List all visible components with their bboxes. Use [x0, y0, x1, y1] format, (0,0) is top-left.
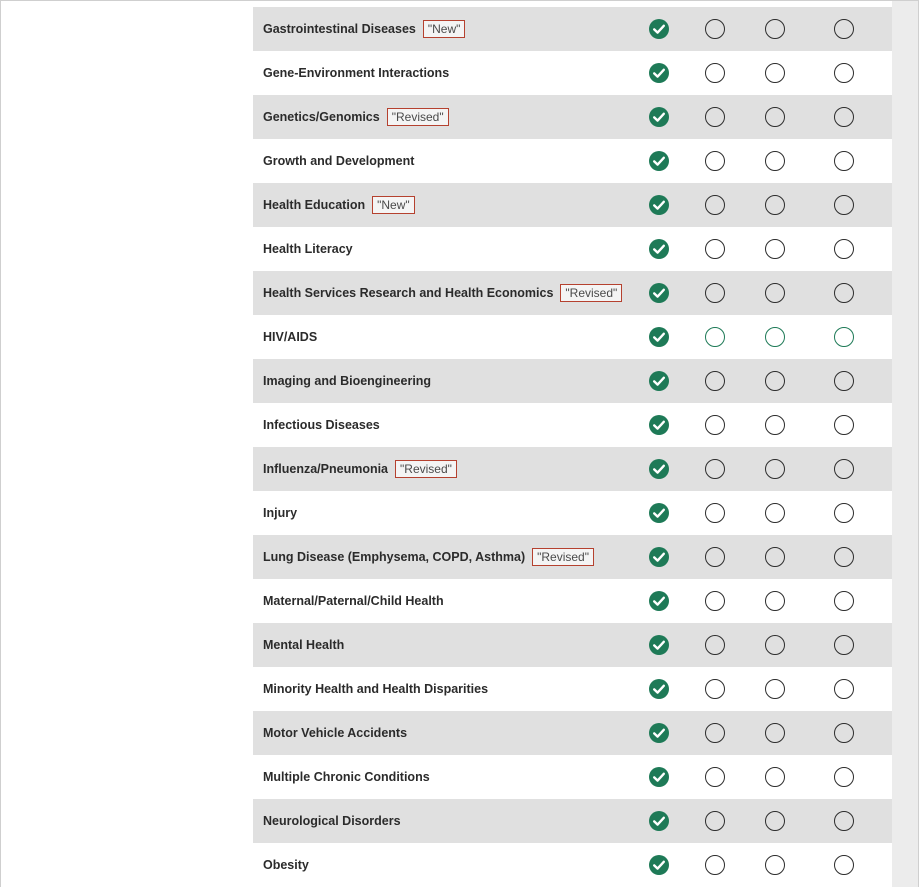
status-badge: "Revised" [395, 460, 457, 478]
radio-empty-icon[interactable] [765, 327, 785, 347]
table-row [253, 403, 892, 447]
radio-empty-icon[interactable] [765, 415, 785, 435]
radio-empty-icon[interactable] [705, 19, 725, 39]
check-circle-icon[interactable] [649, 327, 669, 347]
topic-label [263, 7, 465, 51]
status-badge: "Revised" [387, 108, 449, 126]
table-row [253, 843, 892, 887]
radio-empty-icon[interactable] [705, 371, 725, 391]
check-circle-icon[interactable] [649, 635, 669, 655]
radio-empty-icon[interactable] [765, 591, 785, 611]
topic-name: Multiple Chronic Conditions [263, 770, 430, 784]
topic-label [263, 799, 401, 843]
radio-empty-icon[interactable] [705, 811, 725, 831]
radio-empty-icon[interactable] [834, 19, 854, 39]
radio-empty-icon[interactable] [705, 415, 725, 435]
table-row [253, 51, 892, 95]
radio-empty-icon[interactable] [765, 811, 785, 831]
radio-empty-icon[interactable] [834, 371, 854, 391]
topic-name: Obesity [263, 858, 309, 872]
radio-empty-icon[interactable] [834, 723, 854, 743]
topic-options-table [253, 7, 892, 887]
topic-name: Health Services Research and Health Economics [263, 286, 554, 300]
radio-empty-icon[interactable] [765, 547, 785, 567]
radio-empty-icon[interactable] [834, 459, 854, 479]
check-circle-icon[interactable] [649, 415, 669, 435]
topic-name: HIV/AIDS [263, 330, 318, 344]
status-badge: "Revised" [560, 284, 622, 302]
check-circle-icon[interactable] [649, 63, 669, 83]
radio-empty-icon[interactable] [834, 63, 854, 83]
scroll-gutter [892, 1, 918, 887]
table-row [253, 271, 892, 315]
radio-empty-icon[interactable] [705, 767, 725, 787]
topic-label [263, 315, 317, 359]
topic-name: Imaging and Bioengineering [263, 374, 432, 388]
topic-label [263, 667, 488, 711]
radio-empty-icon[interactable] [705, 855, 725, 875]
table-row [253, 667, 892, 711]
table-row [253, 95, 892, 139]
check-circle-icon[interactable] [649, 811, 669, 831]
radio-empty-icon[interactable] [705, 503, 725, 523]
topic-name: Mental Health [263, 638, 345, 652]
topic-label [263, 491, 297, 535]
topic-name: Infectious Diseases [263, 418, 380, 432]
radio-empty-icon[interactable] [834, 547, 854, 567]
radio-empty-icon[interactable] [834, 283, 854, 303]
radio-empty-icon[interactable] [765, 151, 785, 171]
radio-empty-icon[interactable] [705, 459, 725, 479]
radio-empty-icon[interactable] [765, 63, 785, 83]
topic-label [263, 623, 344, 667]
topic-label [263, 711, 407, 755]
check-circle-icon[interactable] [649, 195, 669, 215]
radio-empty-icon[interactable] [765, 19, 785, 39]
check-circle-icon[interactable] [649, 723, 669, 743]
table-row [253, 755, 892, 799]
radio-empty-icon[interactable] [765, 107, 785, 127]
topic-label [263, 535, 594, 579]
radio-empty-icon[interactable] [705, 723, 725, 743]
radio-empty-icon[interactable] [705, 679, 725, 699]
check-circle-icon[interactable] [649, 107, 669, 127]
radio-empty-icon[interactable] [705, 239, 725, 259]
radio-empty-icon[interactable] [705, 591, 725, 611]
radio-empty-icon[interactable] [834, 151, 854, 171]
topic-name: Health Education [263, 198, 366, 212]
check-circle-icon[interactable] [649, 591, 669, 611]
radio-empty-icon[interactable] [834, 591, 854, 611]
radio-empty-icon[interactable] [765, 679, 785, 699]
topic-name: Motor Vehicle Accidents [263, 726, 408, 740]
status-badge: "New" [423, 20, 466, 38]
radio-empty-icon[interactable] [834, 195, 854, 215]
topic-name: Gene-Environment Interactions [263, 66, 450, 80]
topic-label [263, 51, 449, 95]
topic-label [263, 183, 415, 227]
radio-empty-icon[interactable] [705, 327, 725, 347]
radio-empty-icon[interactable] [834, 635, 854, 655]
check-circle-icon[interactable] [649, 239, 669, 259]
topic-label [263, 447, 457, 491]
topic-label [263, 843, 309, 887]
topic-label [263, 755, 430, 799]
table-row [253, 183, 892, 227]
radio-empty-icon[interactable] [834, 679, 854, 699]
topic-name: Maternal/Paternal/Child Health [263, 594, 444, 608]
check-circle-icon[interactable] [649, 855, 669, 875]
radio-empty-icon[interactable] [705, 107, 725, 127]
topic-name: Lung Disease (Emphysema, COPD, Asthma) [263, 550, 526, 564]
topic-label [263, 271, 622, 315]
radio-empty-icon[interactable] [765, 371, 785, 391]
topic-label [263, 403, 380, 447]
table-row [253, 315, 892, 359]
radio-empty-icon[interactable] [834, 327, 854, 347]
radio-empty-icon[interactable] [765, 283, 785, 303]
radio-empty-icon[interactable] [834, 855, 854, 875]
radio-empty-icon[interactable] [765, 503, 785, 523]
status-badge: "Revised" [532, 548, 594, 566]
topic-name: Neurological Disorders [263, 814, 401, 828]
radio-empty-icon[interactable] [765, 723, 785, 743]
topic-label [263, 139, 414, 183]
topic-name: Health Literacy [263, 242, 353, 256]
table-row [253, 139, 892, 183]
check-circle-icon[interactable] [649, 679, 669, 699]
radio-empty-icon[interactable] [705, 195, 725, 215]
radio-empty-icon[interactable] [765, 239, 785, 259]
table-row [253, 359, 892, 403]
radio-empty-icon[interactable] [834, 767, 854, 787]
check-circle-icon[interactable] [649, 19, 669, 39]
check-circle-icon[interactable] [649, 503, 669, 523]
radio-empty-icon[interactable] [705, 283, 725, 303]
radio-empty-icon[interactable] [765, 195, 785, 215]
radio-empty-icon[interactable] [765, 855, 785, 875]
topic-name: Genetics/Genomics [263, 110, 380, 124]
radio-empty-icon[interactable] [834, 503, 854, 523]
radio-empty-icon[interactable] [765, 767, 785, 787]
radio-empty-icon[interactable] [705, 547, 725, 567]
topic-name: Injury [263, 506, 298, 520]
topic-label [263, 227, 353, 271]
radio-empty-icon[interactable] [765, 459, 785, 479]
topic-label [263, 95, 449, 139]
table-row [253, 7, 892, 51]
topic-name: Influenza/Pneumonia [263, 462, 389, 476]
radio-empty-icon[interactable] [834, 239, 854, 259]
radio-empty-icon[interactable] [765, 635, 785, 655]
check-circle-icon[interactable] [649, 283, 669, 303]
radio-empty-icon[interactable] [705, 635, 725, 655]
topic-name: Minority Health and Health Disparities [263, 682, 489, 696]
table-row [253, 447, 892, 491]
check-circle-icon[interactable] [649, 767, 669, 787]
check-circle-icon[interactable] [649, 459, 669, 479]
check-circle-icon[interactable] [649, 151, 669, 171]
table-row [253, 491, 892, 535]
table-row [253, 799, 892, 843]
radio-empty-icon[interactable] [834, 107, 854, 127]
topic-name: Gastrointestinal Diseases [263, 22, 416, 36]
table-row [253, 711, 892, 755]
radio-empty-icon[interactable] [834, 415, 854, 435]
check-circle-icon[interactable] [649, 371, 669, 391]
table-row [253, 623, 892, 667]
status-badge: "New" [372, 196, 415, 214]
check-circle-icon[interactable] [649, 547, 669, 567]
radio-empty-icon[interactable] [834, 811, 854, 831]
radio-empty-icon[interactable] [705, 63, 725, 83]
topic-label [263, 579, 444, 623]
table-row [253, 535, 892, 579]
radio-empty-icon[interactable] [705, 151, 725, 171]
table-row [253, 227, 892, 271]
topic-name: Growth and Development [263, 154, 415, 168]
table-row [253, 579, 892, 623]
topic-label [263, 359, 431, 403]
